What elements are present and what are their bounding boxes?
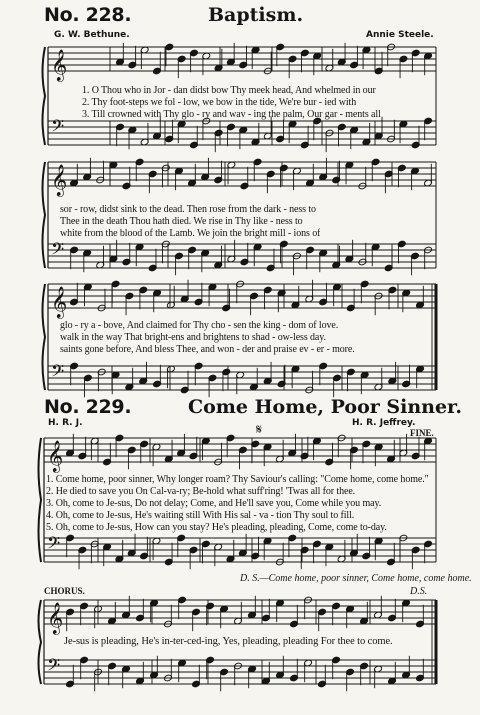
lyric-line: glo - ry a - bove, And claimed for Thy cho - sen the king - dom of love.	[60, 320, 339, 331]
verses-block	[46, 474, 466, 534]
lyric-line: walk in the way That bright-ens and brightens to shad - ow-less day.	[60, 332, 326, 343]
hymn229-system2-bass-clef: 𝄢	[47, 655, 61, 679]
hymn-title-baptism: Baptism.	[208, 4, 304, 26]
lyrics-system-3	[60, 320, 355, 356]
hymn228-system2-treble-clef: 𝄞	[51, 163, 68, 196]
hymn228-system3-brace	[43, 284, 46, 390]
hymn228-system1-treble-clef: 𝄞	[51, 48, 68, 81]
verse-line: 3. Oh, come to Je-sus, Do not delay; Come, and He'll save you, Come while you may.	[46, 498, 382, 509]
hymn228-system3-bass-clef: 𝄢	[51, 361, 65, 385]
lyric-line: 3. Till crowned with Thy glo - ry and wav - ing the palm, Our gar - ments all	[82, 109, 381, 120]
hymn228-system3-treble-clef: 𝄞	[51, 285, 68, 318]
lyrics-system-1	[82, 85, 381, 121]
segno-sign: 𝄋	[256, 422, 263, 438]
author-credit: Annie Steele.	[366, 30, 434, 40]
ds-mark: D.S.	[410, 586, 428, 597]
hymn229-system1-bass-clef: 𝄢	[47, 533, 61, 557]
lyric-line: saints gone before, And bless Thee, and won - der and praise ev - er - more.	[60, 344, 355, 355]
composer-credit: H. R. J.	[48, 418, 83, 428]
hymn228-system1-bass-clef: 𝄢	[51, 116, 65, 140]
lyric-line: white from the blood of the Lamb. We join the bright mill - ions of	[60, 228, 321, 239]
hymn229-system2-treble-clef: 𝄞	[47, 601, 64, 634]
verse-line: 1. Come home, poor sinner, Why longer roam? Thy Saviour's calling: "Come home, come home."	[46, 474, 429, 485]
hymn-number-228: No. 228.	[44, 4, 132, 26]
author-credit: H. R. Jeffrey.	[352, 418, 416, 428]
hymn-number-229: No. 229.	[44, 396, 132, 418]
chorus-label: CHORUS.	[44, 586, 85, 596]
hymn-title-come-home: Come Home, Poor Sinner.	[188, 396, 462, 418]
hymn229-system1-treble-clef: 𝄞	[47, 439, 64, 472]
hymn228-system1-brace	[43, 47, 46, 145]
lyric-line: sor - row, didst sink to the dead. Then rose from the dark - ness to	[60, 204, 316, 215]
fine-marking: FINE.	[410, 428, 434, 438]
hymn229-system2-brace	[39, 600, 42, 684]
hymn229-system1-brace	[39, 438, 42, 562]
lyric-line: 2. Thy foot-steps we fol - low, we bow in the tide, We're bur - ied with	[82, 97, 357, 108]
hymn228-system2-brace	[43, 162, 46, 268]
verse-line: 5. Oh, come to Je-sus, How can you stay? He's pleading, pleading, Come, come to-day.	[46, 522, 387, 533]
lyrics-system-2	[60, 204, 320, 240]
lyric-line: Thee in the death Thou hath died. We rise in Thy like - ness to	[60, 216, 303, 227]
lyric-line: 1. O Thou who in Jor - dan didst bow Thy meek head, And whelmed in our	[82, 85, 376, 96]
verse-line: 4. Oh, come to Je-sus, He's waiting still With His sal - va - tion Thy soul to fill.	[46, 510, 355, 521]
hymn228-system2-bass-clef: 𝄢	[51, 239, 65, 263]
composer-credit: G. W. Bethune.	[54, 30, 130, 40]
da-segno-instruction: D. S.—Come home, poor sinner, Come home, come home.	[240, 573, 472, 584]
verse-line: 2. He died to save you On Cal-va-ry; Be-hold what suff'ring! 'Twas all for thee.	[46, 486, 356, 497]
chorus-lyric: Je-sus is pleading, He's in-ter-ced-ing, Yes, pleading, pleading For thee to come.	[64, 636, 393, 647]
